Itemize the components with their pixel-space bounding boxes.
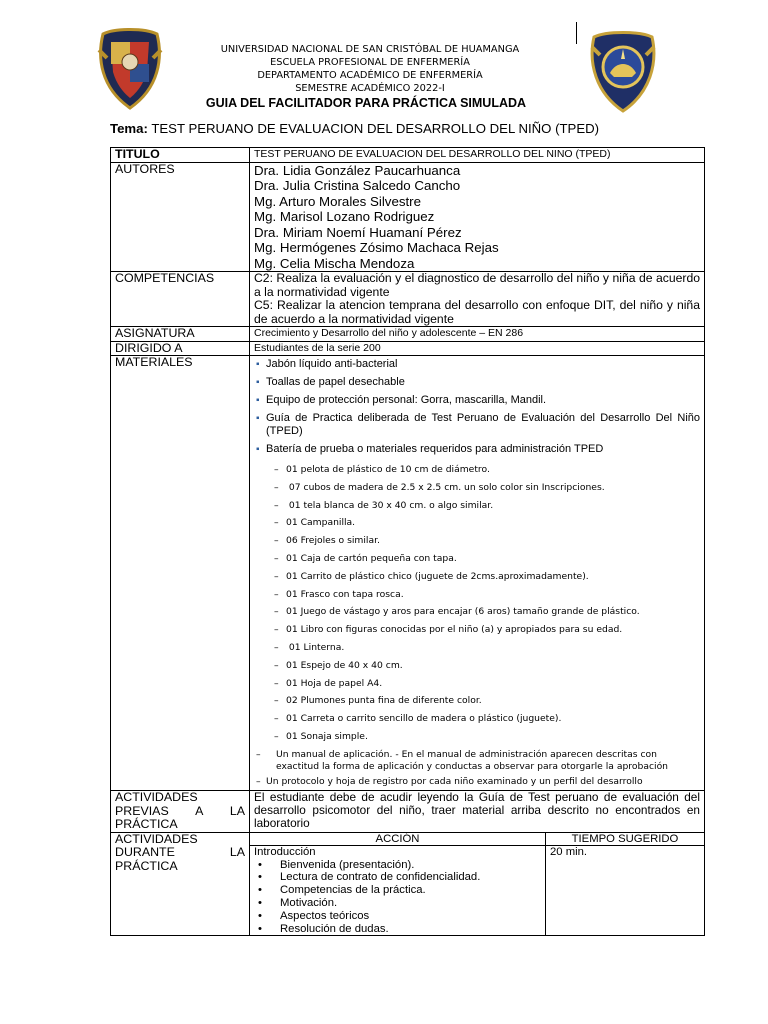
list-item: – 06 Frejoles o similar. <box>274 535 380 547</box>
author-name: Mg. Marisol Lozano Rodriguez <box>254 209 435 224</box>
guide-title: GUIA DEL FACILITADOR PARA PRÁCTICA SIMULADA <box>205 96 527 110</box>
tema-value: TEST PERUANO DE EVALUACION DEL DESARROLLO DEL NIÑO (TPED) <box>151 121 600 136</box>
materiales-label: MATERIALES <box>111 356 250 791</box>
competencias-label: COMPETENCIAS <box>111 272 250 327</box>
bullet-icon: ▪ <box>256 359 260 370</box>
row-titulo <box>111 148 705 163</box>
guide-table <box>110 147 705 936</box>
previas-label: ACTIVIDADES PREVIAS A LA PRÁCTICA <box>111 791 250 833</box>
list-item: • Competencias de la práctica. <box>258 884 426 897</box>
durante-header <box>250 833 704 846</box>
bullet-icon: ▪ <box>256 377 260 388</box>
durante-label: ACTIVIDADES DURANTE LA PRÁCTICA <box>111 832 250 936</box>
bateria-sublist <box>254 464 700 742</box>
intro-list <box>254 859 541 936</box>
header-line: ESCUELA PROFESIONAL DE ENFERMERÍA <box>270 57 470 68</box>
author-name: Mg. Celia Mischa Mendoza <box>254 255 415 271</box>
author-name: Mg. Hermógenes Zósimo Machaca Rejas <box>254 240 499 255</box>
col-tiempo: TIEMPO SUGERIDO <box>546 833 705 846</box>
manual-note: – Un manual de aplicación. - En el manual de administración aparecen descritas con exactitud la forma de aplicación y conductas a observar para otorgarle la aprobación <box>256 748 669 773</box>
materiales-list <box>254 358 700 456</box>
dirigido-value: Estudiantes de la serie 200 <box>250 341 705 356</box>
header-line: SEMESTRE ACADÉMICO 2022-I <box>295 83 445 94</box>
row-previas <box>111 791 705 833</box>
list-item: • Lectura de contrato de confidencialidad. <box>258 871 481 884</box>
list-item: – 01 Espejo de 40 x 40 cm. <box>274 659 403 671</box>
list-item: ▪ Jabón líquido anti-bacterial <box>256 358 398 370</box>
list-item: • Bienvenida (presentación). <box>258 858 415 871</box>
durante-cell <box>250 832 705 936</box>
list-item: ▪ Batería de prueba o materiales requeridos para administración TPED <box>256 443 604 455</box>
list-item: ▪ Equipo de protección personal: Gorra, mascarilla, Mandil. <box>256 394 547 406</box>
tiempo-cell: 20 min. <box>546 845 705 935</box>
tema-label: Tema: <box>110 121 148 136</box>
durante-table <box>250 833 704 936</box>
competencias-value <box>250 272 705 327</box>
header-line: DEPARTAMENTO ACADÉMICO DE ENFERMERÍA <box>257 70 483 81</box>
competencia-c5: C5: Realizar la atencion temprana del desarrollo con enfoque DIT, del niño y niña de acuerdo a la normatividad vigente <box>254 298 700 326</box>
bullet-icon: ▪ <box>256 413 260 424</box>
titulo-value: TEST PERUANO DE EVALUACION DEL DESARROLLO DEL NINO (TPED) <box>250 148 705 163</box>
institution-header <box>170 43 570 95</box>
row-materiales <box>111 356 705 791</box>
list-item: – 01 Linterna. <box>274 641 345 653</box>
list-item: – 01 Libro con figuras conocidas por el niño (a) y apropiados para su edad. <box>274 624 623 636</box>
protocolo-note: – Un protocolo y hoja de registro por cada niño examinado y un perfil del desarrollo <box>256 775 643 787</box>
list-item: – 01 Carrito de plástico chico (juguete de 2cms.aproximadamente). <box>274 570 589 582</box>
list-item: – 01 Sonaja simple. <box>274 730 368 742</box>
list-item: • Aspectos teóricos <box>258 909 370 922</box>
list-item: – 01 pelota de plástico de 10 cm de diámetro. <box>274 464 490 475</box>
header-divider <box>576 22 577 44</box>
competencia-c2: C2: Realiza la evaluación y el diagnostico de desarrollo del niño y niña de acuerdo a la normatividad vigente <box>254 271 700 299</box>
list-item: – 01 Juego de vástago y aros para encajar (6 aros) tamaño grande de plástico. <box>274 606 640 618</box>
list-item: – 01 Carreta o carrito sencillo de madera o plástico (juguete). <box>274 713 562 725</box>
bullet-icon: ▪ <box>256 444 260 455</box>
materiales-cell <box>250 356 705 791</box>
author-name: Dra. Lidia González Paucarhuanca <box>254 162 461 178</box>
author-name: Mg. Arturo Morales Silvestre <box>254 193 422 209</box>
asignatura-value: Crecimiento y Desarrollo del niño y adolescente – EN 286 <box>250 327 705 342</box>
row-autores <box>111 162 705 272</box>
list-item: • Motivación. <box>258 896 338 909</box>
row-asignatura <box>111 327 705 342</box>
dirigido-label: DIRIGIDO A <box>111 341 250 356</box>
previas-value: El estudiante debe de acudir leyendo la Guía de Test peruano de evaluación del desarrollo psicomotor del niño, traer material arriba descrito no encontrados en laboratorio <box>250 791 705 833</box>
autores-label: AUTORES <box>111 162 250 272</box>
col-accion: ACCIÓN <box>250 833 546 846</box>
nursing-seal-right <box>588 27 658 113</box>
accion-cell <box>250 845 546 935</box>
list-item: – 07 cubos de madera de 2.5 x 2.5 cm. un solo color sin Inscripciones. <box>274 481 605 493</box>
author-name: Dra. Julia Cristina Salcedo Cancho <box>254 178 461 193</box>
tema-line <box>110 121 599 136</box>
author-name: Dra. Miriam Noemí Huamaní Pérez <box>254 224 462 240</box>
list-item: ▪ Guía de Practica deliberada de Test Peruano de Evaluación del Desarrollo Del Niño (TPED) <box>256 412 700 437</box>
list-item: – 01 Campanilla. <box>274 517 356 529</box>
list-item: – 02 Plumones punta fina de diferente color. <box>274 695 482 707</box>
bullet-icon: ▪ <box>256 395 260 406</box>
titulo-label: TITULO <box>111 148 250 163</box>
header-line: UNIVERSIDAD NACIONAL DE SAN CRISTÓBAL DE HUAMANGA <box>220 44 520 55</box>
list-item: – 01 Hoja de papel A4. <box>274 677 383 689</box>
list-item: • Resolución de dudas. <box>258 922 389 935</box>
row-competencias <box>111 272 705 327</box>
row-durante <box>111 832 705 936</box>
intro-label: Introducción <box>254 845 316 858</box>
autores-list <box>250 162 705 272</box>
list-item: – 01 tela blanca de 30 x 40 cm. o algo similar. <box>274 499 494 511</box>
list-item: – 01 Frasco con tapa rosca. <box>274 588 404 600</box>
asignatura-label: ASIGNATURA <box>111 327 250 342</box>
list-item: – 01 Caja de cartón pequeña con tapa. <box>274 552 457 564</box>
list-item: ▪ Toallas de papel desechable <box>256 376 405 388</box>
durante-row <box>250 845 704 935</box>
row-dirigido <box>111 341 705 356</box>
